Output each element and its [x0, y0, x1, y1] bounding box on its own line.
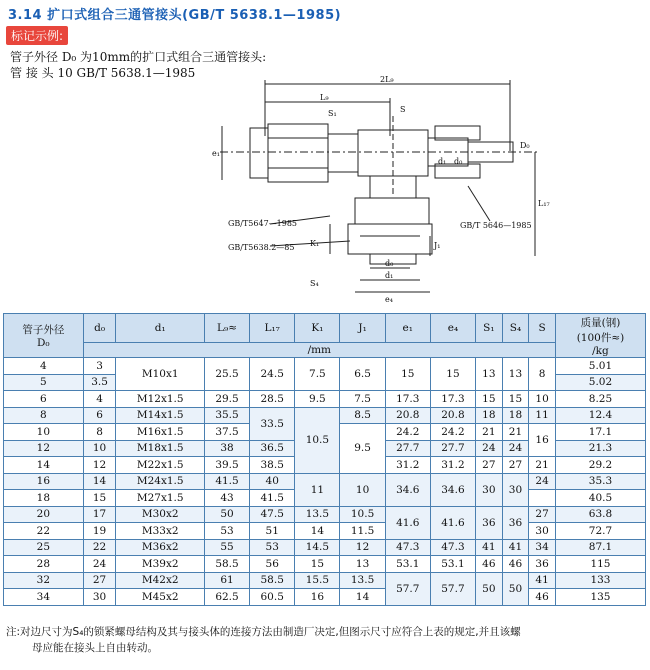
header-s: S [529, 314, 556, 343]
label-ref-5638-2: GB/T5638.2—85 [228, 243, 295, 252]
marking-example-badge: 标记示例: [6, 26, 68, 45]
header-k1: K₁ [295, 314, 340, 343]
header-unit-mm: /mm [83, 343, 555, 358]
label-s: S [400, 105, 406, 114]
label-k1: K₁ [310, 239, 320, 248]
header-s1: S₁ [476, 314, 503, 343]
label-e1: e₁ [212, 149, 220, 158]
table-row: 20 17 M30x2 50 47.5 13.5 10.5 41.6 41.6 36 36 27 63.8 [4, 506, 646, 523]
header-j1: J₁ [340, 314, 385, 343]
label-d0: d₀ [454, 157, 463, 166]
table-row: 32 27 M42x2 61 58.5 15.5 13.5 57.7 57.7 50 50 41 133 [4, 572, 646, 589]
table-row: 6 4 M12x1.5 29.5 28.5 9.5 7.5 17.3 17.3 15 15 10 8.25 [4, 391, 646, 408]
table-row: 16 14 M24x1.5 41.5 40 11 10 34.6 34.6 30 30 24 35.3 [4, 473, 646, 490]
label-2l9: 2L₉ [380, 76, 394, 84]
example-line-1: 管子外径 D₀ 为10mm的扩口式组合三通管接头: [10, 50, 267, 64]
label-e4: e₄ [385, 295, 393, 304]
table-row: 12 10 M18x1.5 38 36.5 27.7 27.7 24 24 21.3 [4, 440, 646, 457]
label-d1-bottom: d₁ [385, 271, 394, 280]
label-s1: S₁ [328, 109, 337, 118]
label-ref-5647: GB/T5647—1985 [228, 219, 298, 228]
label-d1: d₁ [438, 157, 447, 166]
label-l9: L₉ [320, 93, 329, 102]
example-line-2: 管 接 头 10 GB/T 5638.1—1985 [10, 66, 196, 80]
label-s4: S₄ [310, 279, 319, 288]
label-l17: L₁₇ [538, 199, 550, 208]
header-pipe-od: 管子外径 D₀ [4, 314, 84, 358]
header-e1: e₁ [385, 314, 430, 343]
label-j1: J₁ [434, 241, 441, 250]
label-ref-5646: GB/T 5646—1985 [460, 221, 532, 230]
header-s4: S₄ [502, 314, 529, 343]
label-d0-bottom: d₀ [385, 259, 394, 268]
table-row: 25 22 M36x2 55 53 14.5 12 47.3 47.3 41 41 34 87.1 [4, 539, 646, 556]
header-d0: d₀ [83, 314, 116, 343]
header-l9: L₉≈ [204, 314, 249, 343]
table-row: 14 12 M22x1.5 39.5 38.5 31.2 31.2 27 27 21 29.2 [4, 457, 646, 474]
dimensions-table [3, 313, 646, 606]
table-row: 34 30 M45x2 62.5 60.5 16 14 46 135 [4, 589, 646, 606]
table-row: 8 6 M14x1.5 35.5 33.5 10.5 8.5 20.8 20.8 18 18 11 12.4 [4, 407, 646, 424]
table-row: 18 15 M27x1.5 43 41.5 40.5 [4, 490, 646, 507]
label-D0: D₀ [520, 141, 530, 150]
table-row: 5 3.5 5.02 [4, 374, 646, 391]
footnote: 注:对边尺寸为S₄的锁紧螺母结构及其与接头体的连接方法由制造厂决定,但图示尺寸应符合上表的规定,并且该螺 母应能在接头上自由转动。 [6, 626, 521, 654]
page-title: 3.14 扩口式组合三通管接头(GB/T 5638.1—1985) [8, 8, 342, 23]
header-d1: d₁ [116, 314, 204, 343]
header-e4: e₄ [430, 314, 475, 343]
table-row: 22 19 M33x2 53 51 14 11.5 30 72.7 [4, 523, 646, 540]
header-mass: 质量(钢) (100件≈) /kg [555, 314, 645, 358]
table-row: 28 24 M39x2 58.5 56 15 13 53.1 53.1 46 46 36 115 [4, 556, 646, 573]
table-row: 10 8 M16x1.5 37.5 9.5 24.2 24.2 21 21 16 17.1 [4, 424, 646, 441]
table-row: 4 3 M10x1 25.5 24.5 7.5 6.5 15 15 13 13 8 5.01 [4, 358, 646, 375]
fitting-drawing [210, 76, 550, 306]
header-l17: L₁₇ [250, 314, 295, 343]
